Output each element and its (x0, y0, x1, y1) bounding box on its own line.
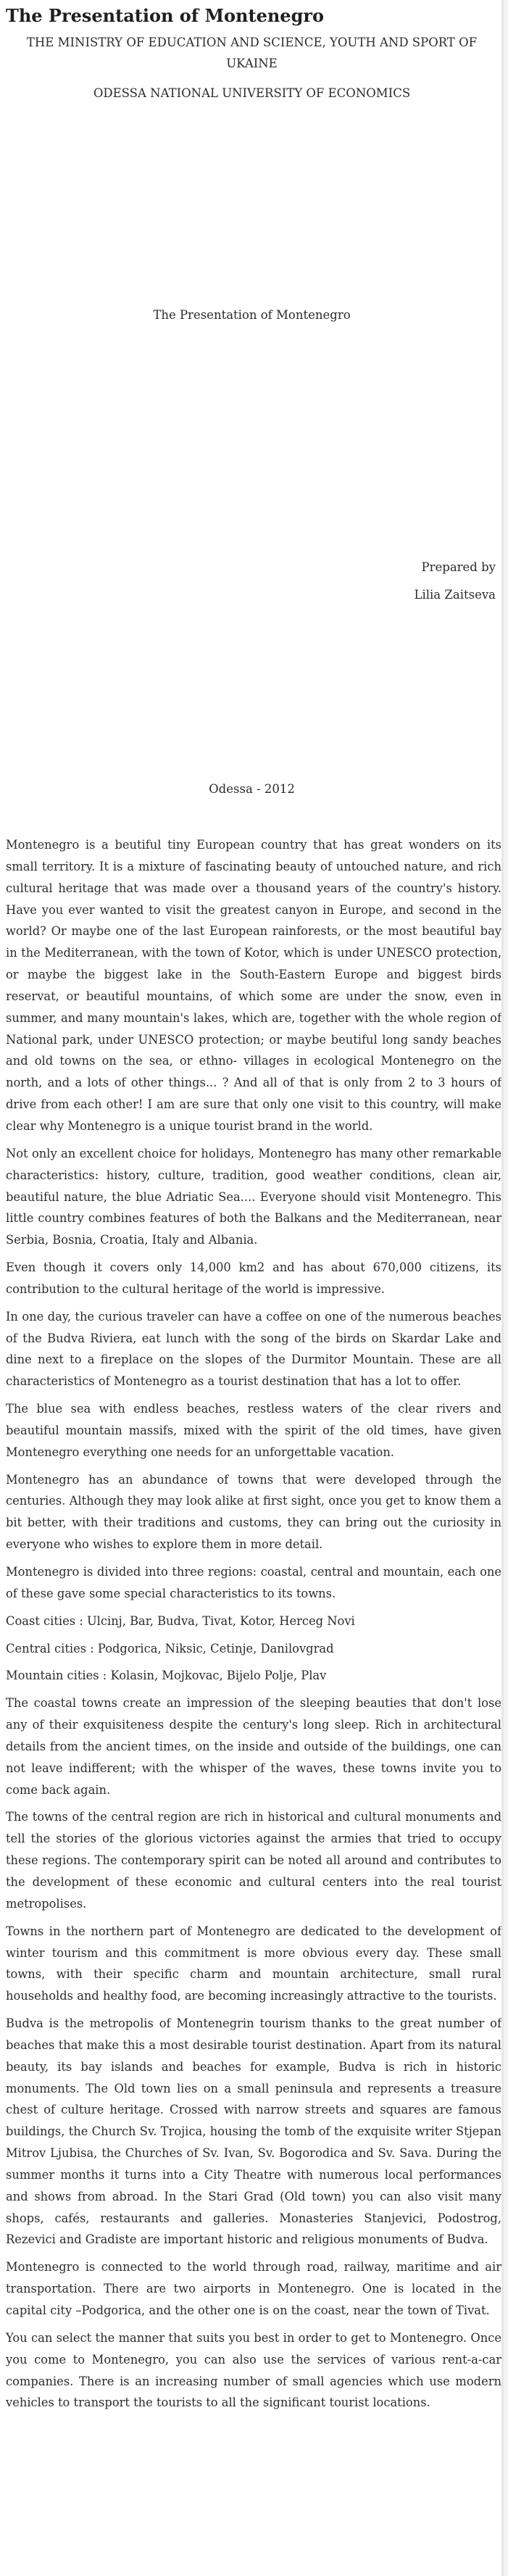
paragraph: You can select the manner that suits you best in order to get to Montenegro. Once you come to Montenegro, you can also use the services of various rent-a-car companies. There is an increasing number of small agencies which use modern vehicles to transport the tourists to all the significant tourist locations. (6, 2330, 501, 2410)
author-name: Lilia Zaitseva (414, 588, 496, 602)
mountain-cities-line: Mountain cities : Kolasin, Mojkovac, Bijelo Polje, Plav (6, 1669, 327, 1683)
ministry-line-1: THE MINISTRY OF EDUCATION AND SCIENCE, YOUTH AND SPORT OF (26, 36, 478, 49)
ministry-line-2: UKAINE (226, 57, 278, 70)
central-cities-line: Central cities : Podgorica, Niksic, Cetinje, Danilovgrad (6, 1641, 334, 1655)
paragraph: The coastal towns create an impression of the sleeping beauties that don't lose any of their exquisiteness despite the century's long sleep. Rich in architectural details from the ancient times, on the inside and outside of the buildings, one can not leave indifferent; with the whisper of the waves, these towns invite you to come back again. (6, 1696, 501, 1797)
paragraph: Montenegro is divided into three regions: coastal, central and mountain, each one of these gave some special characteristics to its towns. (6, 1565, 501, 1600)
document-title: The Presentation of Montenegro (6, 5, 324, 26)
place-and-year: Odessa - 2012 (209, 782, 295, 796)
paragraph: Not only an excellent choice for holidays, Montenegro has many other remarkable characteristics: history, culture, tradition, good weather conditions, clean air, beautiful nature, the blue Adriatic Sea.... Everyone should visit Montenegro. This little country combines features of both the Balkans and the Mediterranean, near Serbia, Bosnia, Croatia, Italy and Albania. (6, 1146, 501, 1247)
paragraph: The towns of the central region are rich in historical and cultural monuments and tell the stories of the glorious victories against the armies that tried to occupy these regions. The contemporary spirit can be noted all around and contributes to the development of these economic and cultural centers into the real tourist metropolises. (6, 1810, 501, 1911)
paragraph: Montenegro is connected to the world through road, railway, maritime and air transportation. There are two airports in Montenegro. One is located in the capital city –Podgorica, and the other one is on the coast, near the town of Tivat. (6, 2260, 501, 2317)
coastal-cities-line: Coast cities : Ulcinj, Bar, Budva, Tivat, Kotor, Herceg Novi (6, 1613, 355, 1628)
paragraph: Montenegro has an abundance of towns that were developed through the centuries. Although they may look alike at first sight, once you get to know them a bit better, with their traditions and customs, they can bring out the curiosity in everyone who wishes to explore them in more detail. (6, 1472, 501, 1552)
paragraph: Even though it covers only 14,000 km2 and has about 670,000 citizens, its contribution to the cultural heritage of the world is impressive. (6, 1260, 501, 1296)
paragraph: Budva is the metropolis of Montenegrin tourism thanks to the great number of beaches that make this a most desirable tourist destination. Apart from its natural beauty, its bay islands and beaches for example, Budva is rich in historic monuments. The Old town lies on a small peninsula and represents a treasure chest of culture heritage. Crossed with narrow streets and squares are famous buildings, the Church Sv. Trojica, housing the tomb of the exquisite writer Stjepan Mitrov Ljubisa, the Churches of Sv. Ivan, Sv. Bogorodica and Sv. Sava. During the summer months it turns into a City Theatre with numerous local performances and shows from abroad. In the Stari Grad (Old town) you can also visit many shops, cafés, restaurants and galleries. Monasteries Stanjevici, Podostrog, Rezevici and Gradiste are important historic and religious monuments of Budva. (6, 2016, 501, 2247)
university-name: ODESSA NATIONAL UNIVERSITY OF ECONOMICS (93, 86, 411, 100)
prepared-by-label: Prepared by (421, 560, 496, 574)
document-body (6, 834, 501, 2419)
paragraph: The blue sea with endless beaches, restless waters of the clear rivers and beautiful mountain massifs, mixed with the spirit of the old times, have given Montenegro everything one needs for an unforgettable vacation. (6, 1402, 501, 1459)
cover-title: The Presentation of Montenegro (153, 308, 351, 322)
paragraph: Towns in the northern part of Montenegro are dedicated to the development of winter tourism and this commitment is more obvious every day. These small towns, with their specific charm and mountain architecture, small rural households and healthy food, are becoming increasingly attractive to the tourists. (6, 1924, 501, 2003)
paragraph: Montenegro is a beutiful tiny European country that has great wonders on its small territory. It is a mixture of fascinating beauty of untouched nature, and rich cultural heritage that was made over a thousand years of the country's history. Have you ever wanted to visit the greatest canyon in Europe, and second in the world? Or maybe one of the last European rainforests, or the most beautiful bay in the Mediterranean, with the town of Kotor, which is under UNESCO protection, or maybe the biggest lake in the South-Eastern Europe and biggest birds reservat, or beautiful mountains, of which some are under the snow, even in summer, and many mountain's lakes, which are, together with the whole region of National park, under UNESCO protection; or maybe beutiful long sandy beaches and old towns on the sea, or ethno- villages in ecological Montenegro on the north, and a lots of other things... ? And all of that is only from 2 to 3 hours of drive from each other! I am are sure that only one visit to this country, will make clear why Montenegro is a unique tourist brand in the world. (6, 838, 501, 1133)
paragraph: In one day, the curious traveler can have a coffee on one of the numerous beaches of the Budva Riviera, eat lunch with the song of the birds on Skardar Lake and dine next to a fireplace on the slopes of the Durmitor Mountain. These are all characteristics of Montenegro as a tourist destination that has a lot to offer. (6, 1309, 501, 1389)
